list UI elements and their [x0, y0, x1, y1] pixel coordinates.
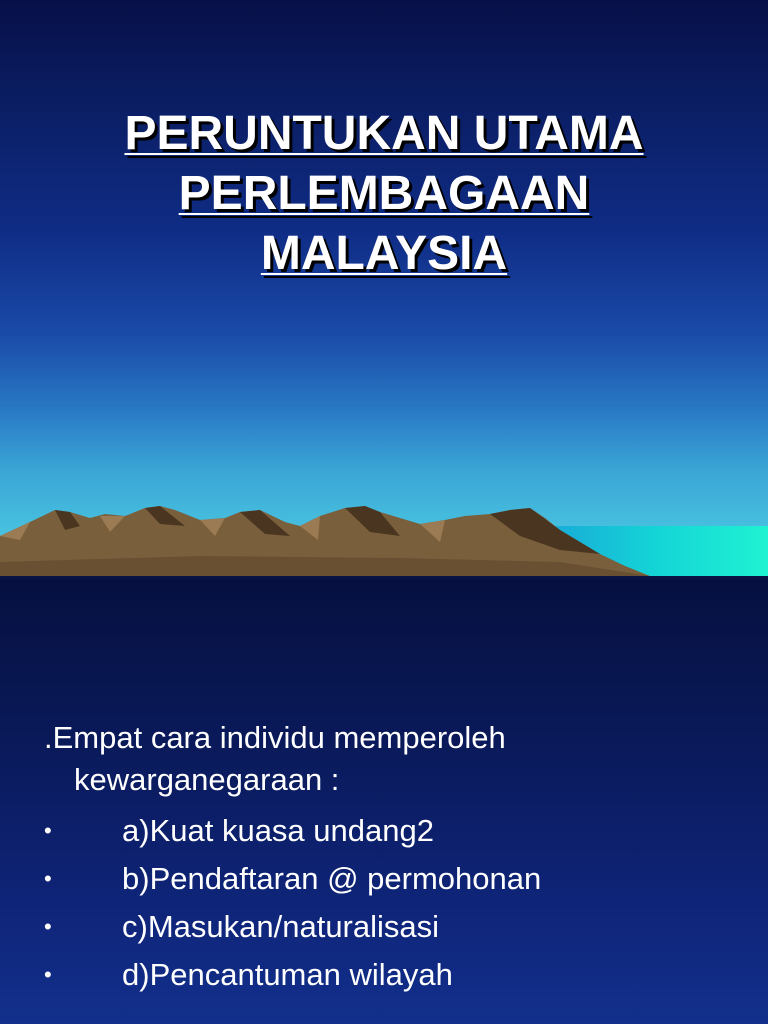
list-item	[44, 807, 744, 855]
list-item	[44, 855, 744, 903]
mountain-landscape-image	[0, 496, 768, 576]
slide-content	[0, 579, 768, 1024]
intro-line-2: kewarganegaraan :	[74, 762, 340, 797]
list-item-text: d)Pencantuman wilayah	[122, 957, 453, 992]
bullet-icon: •	[44, 914, 52, 939]
bullet-icon: •	[44, 866, 52, 891]
title-line-2: PERLEMBAGAAN	[178, 167, 590, 220]
intro-line-1: .Empat cara individu memperoleh	[44, 720, 506, 755]
title-line-3: MALAYSIA	[260, 227, 508, 280]
bullet-icon: •	[44, 962, 52, 987]
list-item-text: c)Masukan/naturalisasi	[122, 909, 440, 944]
slide-title-heading	[0, 104, 768, 284]
list-item-text: b)Pendaftaran @ permohonan	[122, 861, 542, 896]
list-item-text: a)Kuat kuasa undang2	[122, 813, 434, 848]
list-item	[44, 951, 744, 999]
intro-text	[44, 717, 744, 801]
bullet-list	[44, 807, 744, 999]
list-item	[44, 903, 744, 951]
title-line-1: PERUNTUKAN UTAMA	[124, 107, 644, 160]
bullet-icon: •	[44, 818, 52, 843]
